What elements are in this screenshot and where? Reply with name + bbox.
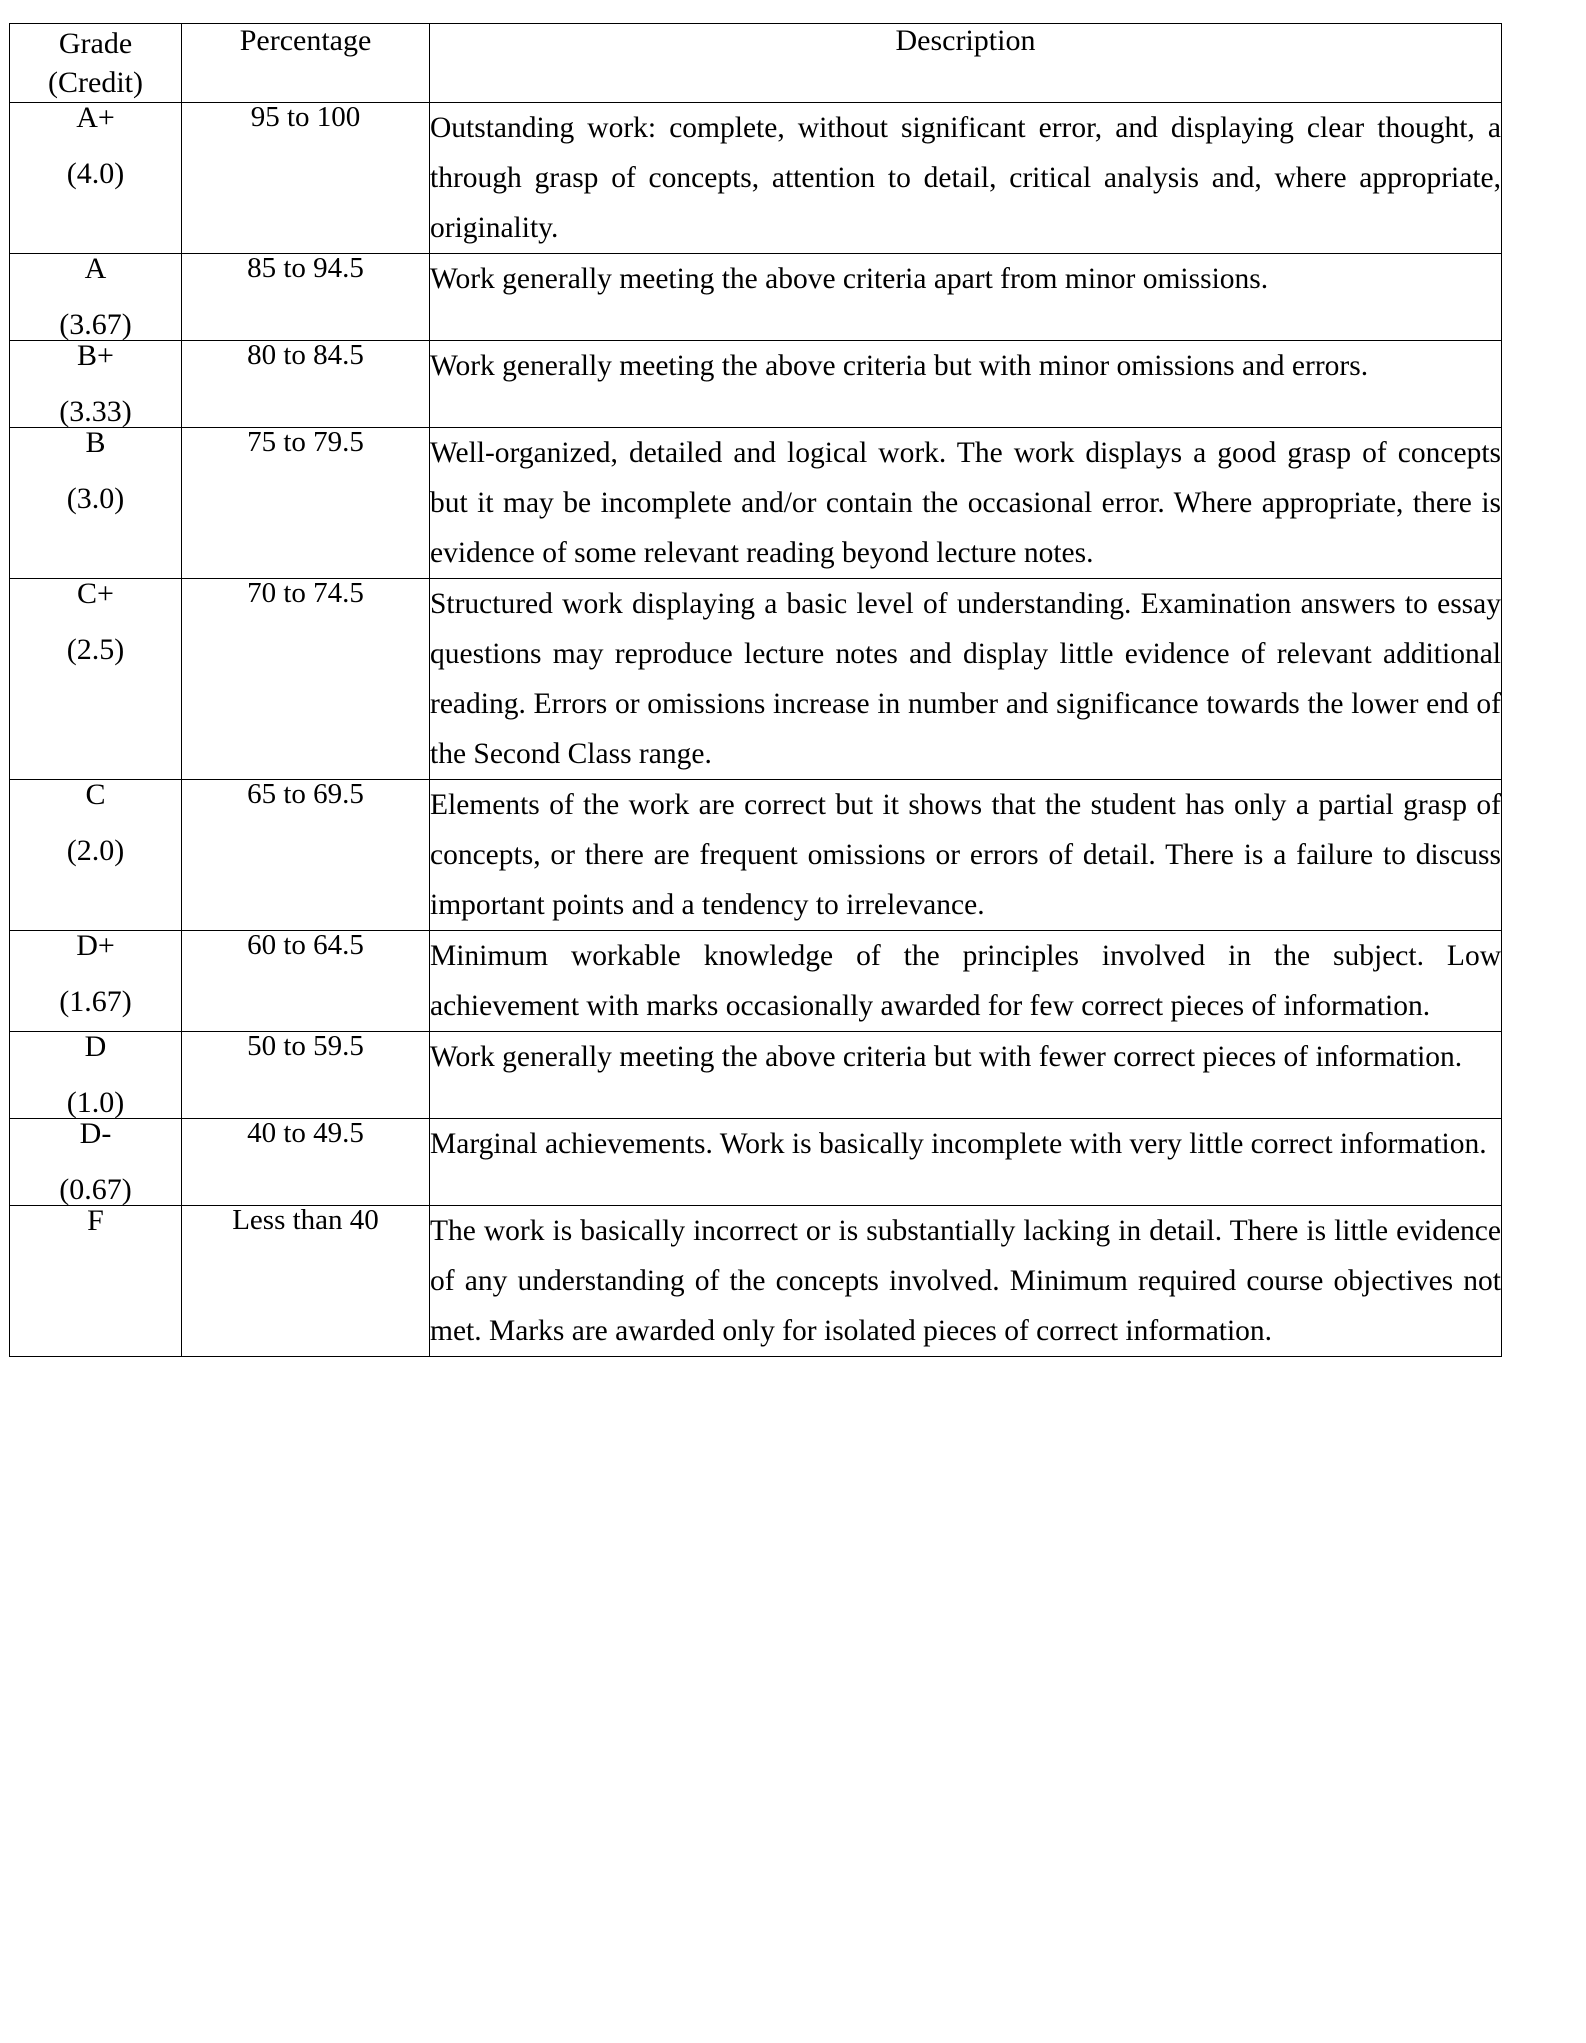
description-text: Outstanding work: complete, without significant error, and displaying clear thought, a through grasp of concepts, attention to detail, critical analysis and, where appropriate, originality. — [430, 112, 1501, 244]
grade-cell — [10, 428, 182, 579]
percentage-cell: 85 to 94.5 — [182, 254, 430, 341]
grade-letter: D- — [79, 1117, 112, 1150]
table-row — [10, 1032, 1502, 1119]
description-text: Minimum workable knowledge of the principles involved in the subject. Low achievement with marks occasionally awarded for few correct pieces of information. — [430, 940, 1501, 1022]
table-row — [10, 428, 1502, 579]
grade-cell — [10, 780, 182, 931]
grade-credit: (1.0) — [66, 1086, 125, 1119]
grade-cell — [10, 1206, 182, 1357]
table-row — [10, 1119, 1502, 1206]
grade-cell — [10, 341, 182, 428]
description-text: Marginal achievements. Work is basically incomplete with very little correct information. — [430, 1128, 1487, 1160]
percentage-cell: 80 to 84.5 — [182, 341, 430, 428]
grade-letter: A — [84, 252, 107, 285]
grade-letter: C — [85, 778, 106, 811]
percentage-cell: 60 to 64.5 — [182, 931, 430, 1032]
column-header-description: Description — [430, 24, 1502, 103]
percentage-cell: 65 to 69.5 — [182, 780, 430, 931]
percentage-cell: Less than 40 — [182, 1206, 430, 1357]
column-header-grade-line2: (Credit) — [48, 66, 143, 99]
percentage-cell: 75 to 79.5 — [182, 428, 430, 579]
grade-credit: (3.0) — [66, 482, 125, 515]
description-text: Work generally meeting the above criteria but with fewer correct pieces of information. — [430, 1041, 1463, 1073]
column-header-grade-line1: Grade — [58, 27, 133, 60]
grade-credit: (3.33) — [59, 395, 132, 428]
table-row — [10, 579, 1502, 780]
grading-scale-table — [9, 23, 1502, 1357]
description-cell — [430, 1119, 1502, 1206]
grade-letter: B+ — [77, 339, 114, 372]
description-text: Elements of the work are correct but it shows that the student has only a partial grasp of concepts, or there are frequent omissions or errors of detail. There is a failure to discuss important points and a tendency to irrelevance. — [430, 789, 1501, 921]
table-header — [10, 24, 1502, 103]
description-cell — [430, 428, 1502, 579]
description-cell — [430, 579, 1502, 780]
grade-cell — [10, 1032, 182, 1119]
grade-cell — [10, 931, 182, 1032]
percentage-cell: 50 to 59.5 — [182, 1032, 430, 1119]
grade-credit: (0.67) — [59, 1173, 132, 1206]
description-cell — [430, 931, 1502, 1032]
description-cell — [430, 103, 1502, 254]
grade-letter: D+ — [76, 929, 115, 962]
grade-letter: B — [85, 426, 106, 459]
grade-cell — [10, 103, 182, 254]
table-body — [10, 103, 1502, 1357]
description-cell — [430, 1206, 1502, 1357]
table-row — [10, 103, 1502, 254]
description-text: Work generally meeting the above criteria but with minor omissions and errors. — [430, 350, 1369, 382]
grade-cell — [10, 1119, 182, 1206]
percentage-cell: 70 to 74.5 — [182, 579, 430, 780]
description-text: The work is basically incorrect or is substantially lacking in detail. There is little evidence of any understanding of the concepts involved. Minimum required course objectives not met. Marks are awarded only for isolated pieces of correct information. — [430, 1215, 1501, 1347]
column-header-grade — [10, 24, 182, 103]
table-row — [10, 931, 1502, 1032]
description-cell — [430, 254, 1502, 341]
table-row — [10, 341, 1502, 428]
table-row — [10, 780, 1502, 931]
grade-letter: A+ — [76, 101, 115, 134]
grade-cell — [10, 579, 182, 780]
description-text: Work generally meeting the above criteria apart from minor omissions. — [430, 263, 1269, 295]
grade-cell — [10, 254, 182, 341]
column-header-percentage: Percentage — [182, 24, 430, 103]
grade-credit: (2.5) — [66, 633, 125, 666]
percentage-cell: 40 to 49.5 — [182, 1119, 430, 1206]
grade-letter: F — [87, 1204, 104, 1237]
table-row — [10, 254, 1502, 341]
description-text: Structured work displaying a basic level of understanding. Examination answers to essay questions may reproduce lecture notes and display little evidence of relevant additional reading. Errors or omissions increase in number and significance towards the lower end of the Second Class range. — [430, 588, 1501, 770]
grade-credit: (2.0) — [66, 834, 125, 867]
description-text: Well-organized, detailed and logical work. The work displays a good grasp of concepts but it may be incomplete and/or contain the occasional error. Where appropriate, there is evidence of some relevant reading beyond lecture notes. — [430, 437, 1501, 569]
grade-letter: D — [84, 1030, 107, 1063]
grade-credit: (1.67) — [59, 985, 132, 1018]
table-row — [10, 1206, 1502, 1357]
grade-letter: C+ — [77, 577, 114, 610]
grade-credit: (4.0) — [66, 157, 125, 190]
grade-credit: (3.67) — [59, 308, 132, 341]
header-row — [10, 24, 1502, 103]
description-cell — [430, 1032, 1502, 1119]
description-cell — [430, 780, 1502, 931]
percentage-cell: 95 to 100 — [182, 103, 430, 254]
description-cell — [430, 341, 1502, 428]
